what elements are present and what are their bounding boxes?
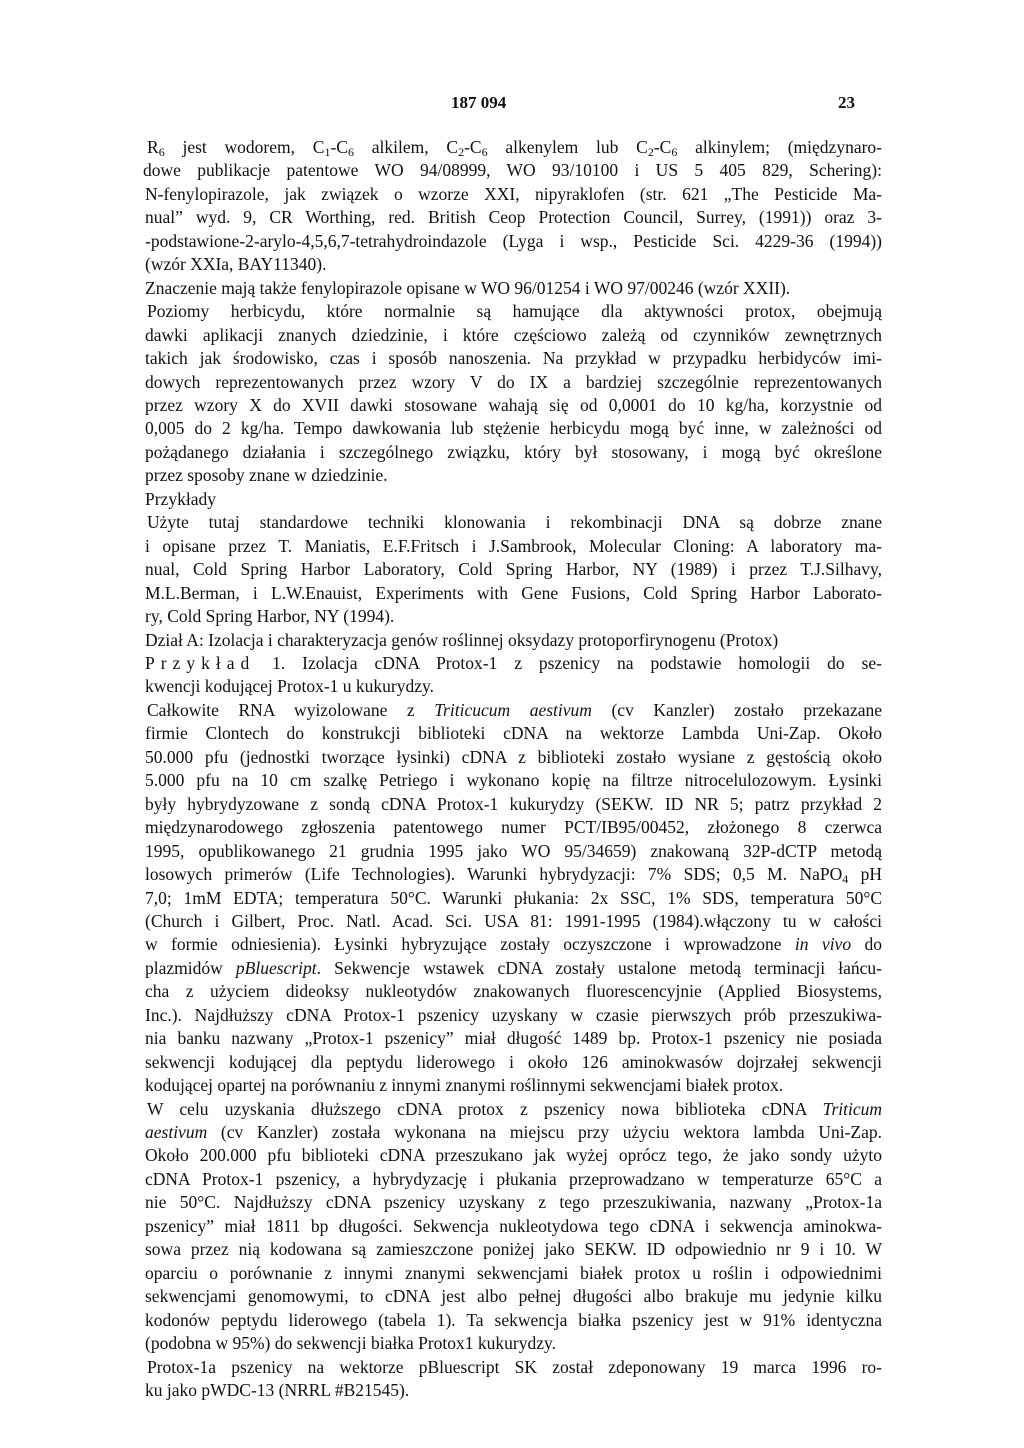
publication-number: 187 094 xyxy=(451,93,507,112)
paragraph-fenylopirazole: Znaczenie mają także fenylopirazole opisane w WO 96/01254 i WO 97/00246 (wzór XXII). xyxy=(145,277,791,298)
paragraph-definition-r6: $R_6$ jest wodorem, $C_1-C_6$ alkilem, $C_2-C_6$ alkenylem lub $C_2-C_6$ alkinylem; (międzynaro- dowe publikacje patentowe WO 94/08999, WO 93/10100 i US 5 405 829, Schering): N-fenylopirazole, jak związek o wzorze XXI, nipyraklofen (str. 621 „The Pesticide Ma- nual” wyd. 9, CR Worthing, red. British Ceop Protection Council, Surrey, (1991)) oraz 3- -podstawione-2-arylo-4,5,6,7-tetrahydroindazole (Lyga i wsp., Pesticide Sci. 4229-36 (1994)) (wzór XXIa, BAY11340). xyxy=(143,137,882,275)
paragraph-herbicide-levels: Poziomy herbicydu, które normalnie są hamujące dla aktywności protox, obejmują dawki aplikacji znanych dziedzinie, i które częściowo zależą od czynników zewnętrznych takich jak środowisko, czas i sposób nanoszenia. Na przykład w przypadku herbidyców imi- dowych reprezentowanych przez wzory V do IX a bardziej szczególnie reprezentowanych przez wzory X do XVII dawki stosowane wahają się od 0,0001 do 10 kg/ha, korzystnie od 0,005 do 2 kg/ha. Tempo dawkowania lub stężenie herbicydu mogą być inne, w zależności od pożądanego działania i szczególnego związku, który był stosowany, i mogą być określone przez sposoby znane w dziedzinie. xyxy=(145,301,882,486)
species-name: Triticucum aestivum xyxy=(434,699,592,720)
paragraph-deposit: Protox-1a pszenicy na wektorze pBluescript SK został zdeponowany 19 marca 1996 ro- ku jako pWDC-13 (NRRL #B21545). xyxy=(145,1356,882,1401)
page-header xyxy=(0,93,1024,117)
page-number: 23 xyxy=(838,93,855,112)
paragraph-longer-cdna: W celu uzyskania dłuższego cDNA protox z pszenicy nowa biblioteka cDNA Triticum aestivum (cv Kanzler) została wykonana na miejscu przy użyciu wektora lambda Uni-Zap. Około 200.000 pfu biblioteki cDNA przeszukano jak wyżej oprócz tego, że jako sondy użyto cDNA Protox-1 pszenicy, a hybrydyzację i płukania przeprowadzano w temperaturze 65°C a nie 50°C. Najdłuższy cDNA pszenicy uzyskany z tego przeszukiwania, nazwany „Protox-1a pszenicy” miał 1811 bp długości. Sekwencja nukleotydowa tego cDNA i sekwencja aminokwa- sowa przez nią kodowana są zamieszczone poniżej jako SEKW. ID odpowiednio nr 9 i 10. W oparciu o porównanie z innymi znanymi sekwencjami białek protox u roślin i odpowiednimi sekwencjami genomowymi, to cDNA jest albo pełnej długości albo brakuje mu jedynie kilku kodonów peptydu liderowego (tabela 1). Ta sekwencja białka pszenicy jest w 91% identyczna (podobna w 95%) do sekwencji białka Protox1 kukurydzy. xyxy=(145,1098,882,1354)
example-label: Przykład xyxy=(145,652,256,673)
paragraph-cloning-techniques: Użyte tutaj standardowe techniki klonowania i rekombinacji DNA są dobrze znane i opisane przez T. Maniatis, E.F.Fritsch i J.Sambrook, Molecular Cloning: A laboratory ma- nual, Cold Spring Harbor Laboratory, Cold Spring Harbor, NY (1989) i przez T.J.Silhavy, M.L.Berman, i L.W.Enauist, Experiments with Gene Fusions, Cold Spring Harbor Laborato- ry, Cold Spring Harbor, NY (1994). xyxy=(145,512,882,627)
document-body xyxy=(145,136,882,1402)
section-heading-dzial-a: Dział A: Izolacja i charakteryzacja genów roślinnej oksydazy protoporfirynogenu (Protox) xyxy=(145,629,779,650)
section-heading-examples: Przykłady xyxy=(145,488,216,509)
example-1-heading: Przykład 1. Izolacja cDNA Protox-1 z pszenicy na podstawie homologii do se- kwencji kodującej Protox-1 u kukurydzy. xyxy=(145,652,882,697)
paragraph-rna-isolation: Całkowite RNA wyizolowane z Triticucum aestivum (cv Kanzler) zostało przekazane firmie Clontech do konstrukcji biblioteki cDNA na wektorze Lambda Uni-Zap. Około 50.000 pfu (jednostki tworzące łysinki) cDNA z biblioteki zostało wysiane z gęstością około 5.000 pfu na 10 cm szalkę Petriego i wykonano kopię na filtrze nitrocelulozowym. Łysinki były hybrydyzowane z sondą cDNA Protox-1 kukurydzy (SEKW. ID NR 5; patrz przykład 2 międzynarodowego zgłoszenia patentowego numer PCT/IB95/00452, złożonego 8 czerwca 1995, opublikowanego 21 grudnia 1995 jako WO 95/34659) znakowaną 32P-dCTP metodą losowych primerów (Life Technologies). Warunki hybrydyzacji: 7% SDS; 0,5 M. NaPO$_4$ pH 7,0; 1mM EDTA; temperatura 50°C. Warunki płukania: 2x SSC, 1% SDS, temperatura 50°C (Church i Gilbert, Proc. Natl. Acad. Sci. USA 81: 1991-1995 (1984).włączony tu w całości w formie odniesienia). Łysinki hybryzujące zostały oczyszczone i wprowadzone in vivo do plazmidów pBluescript. Sekwencje wstawek cDNA zostały ustalone metodą terminacji łańcu- cha z użyciem dideoksy nukleotydów znakowanych fluorescencyjnie (Applied Biosystems, Inc.). Najdłuższy cDNA Protox-1 pszenicy uzyskany w czasie pierwszych prób przeszukiwa- nia banku nazwany „Protox-1 pszenicy” miał długość 1489 bp. Protox-1 pszenicy nie posiada sekwencji kodującej dla peptydu liderowego i około 126 aminokwasów dojrzałej sekwencji kodującej opartej na porównaniu z innymi znanymi roślinnymi sekwencjami białek protox. xyxy=(145,699,883,1096)
